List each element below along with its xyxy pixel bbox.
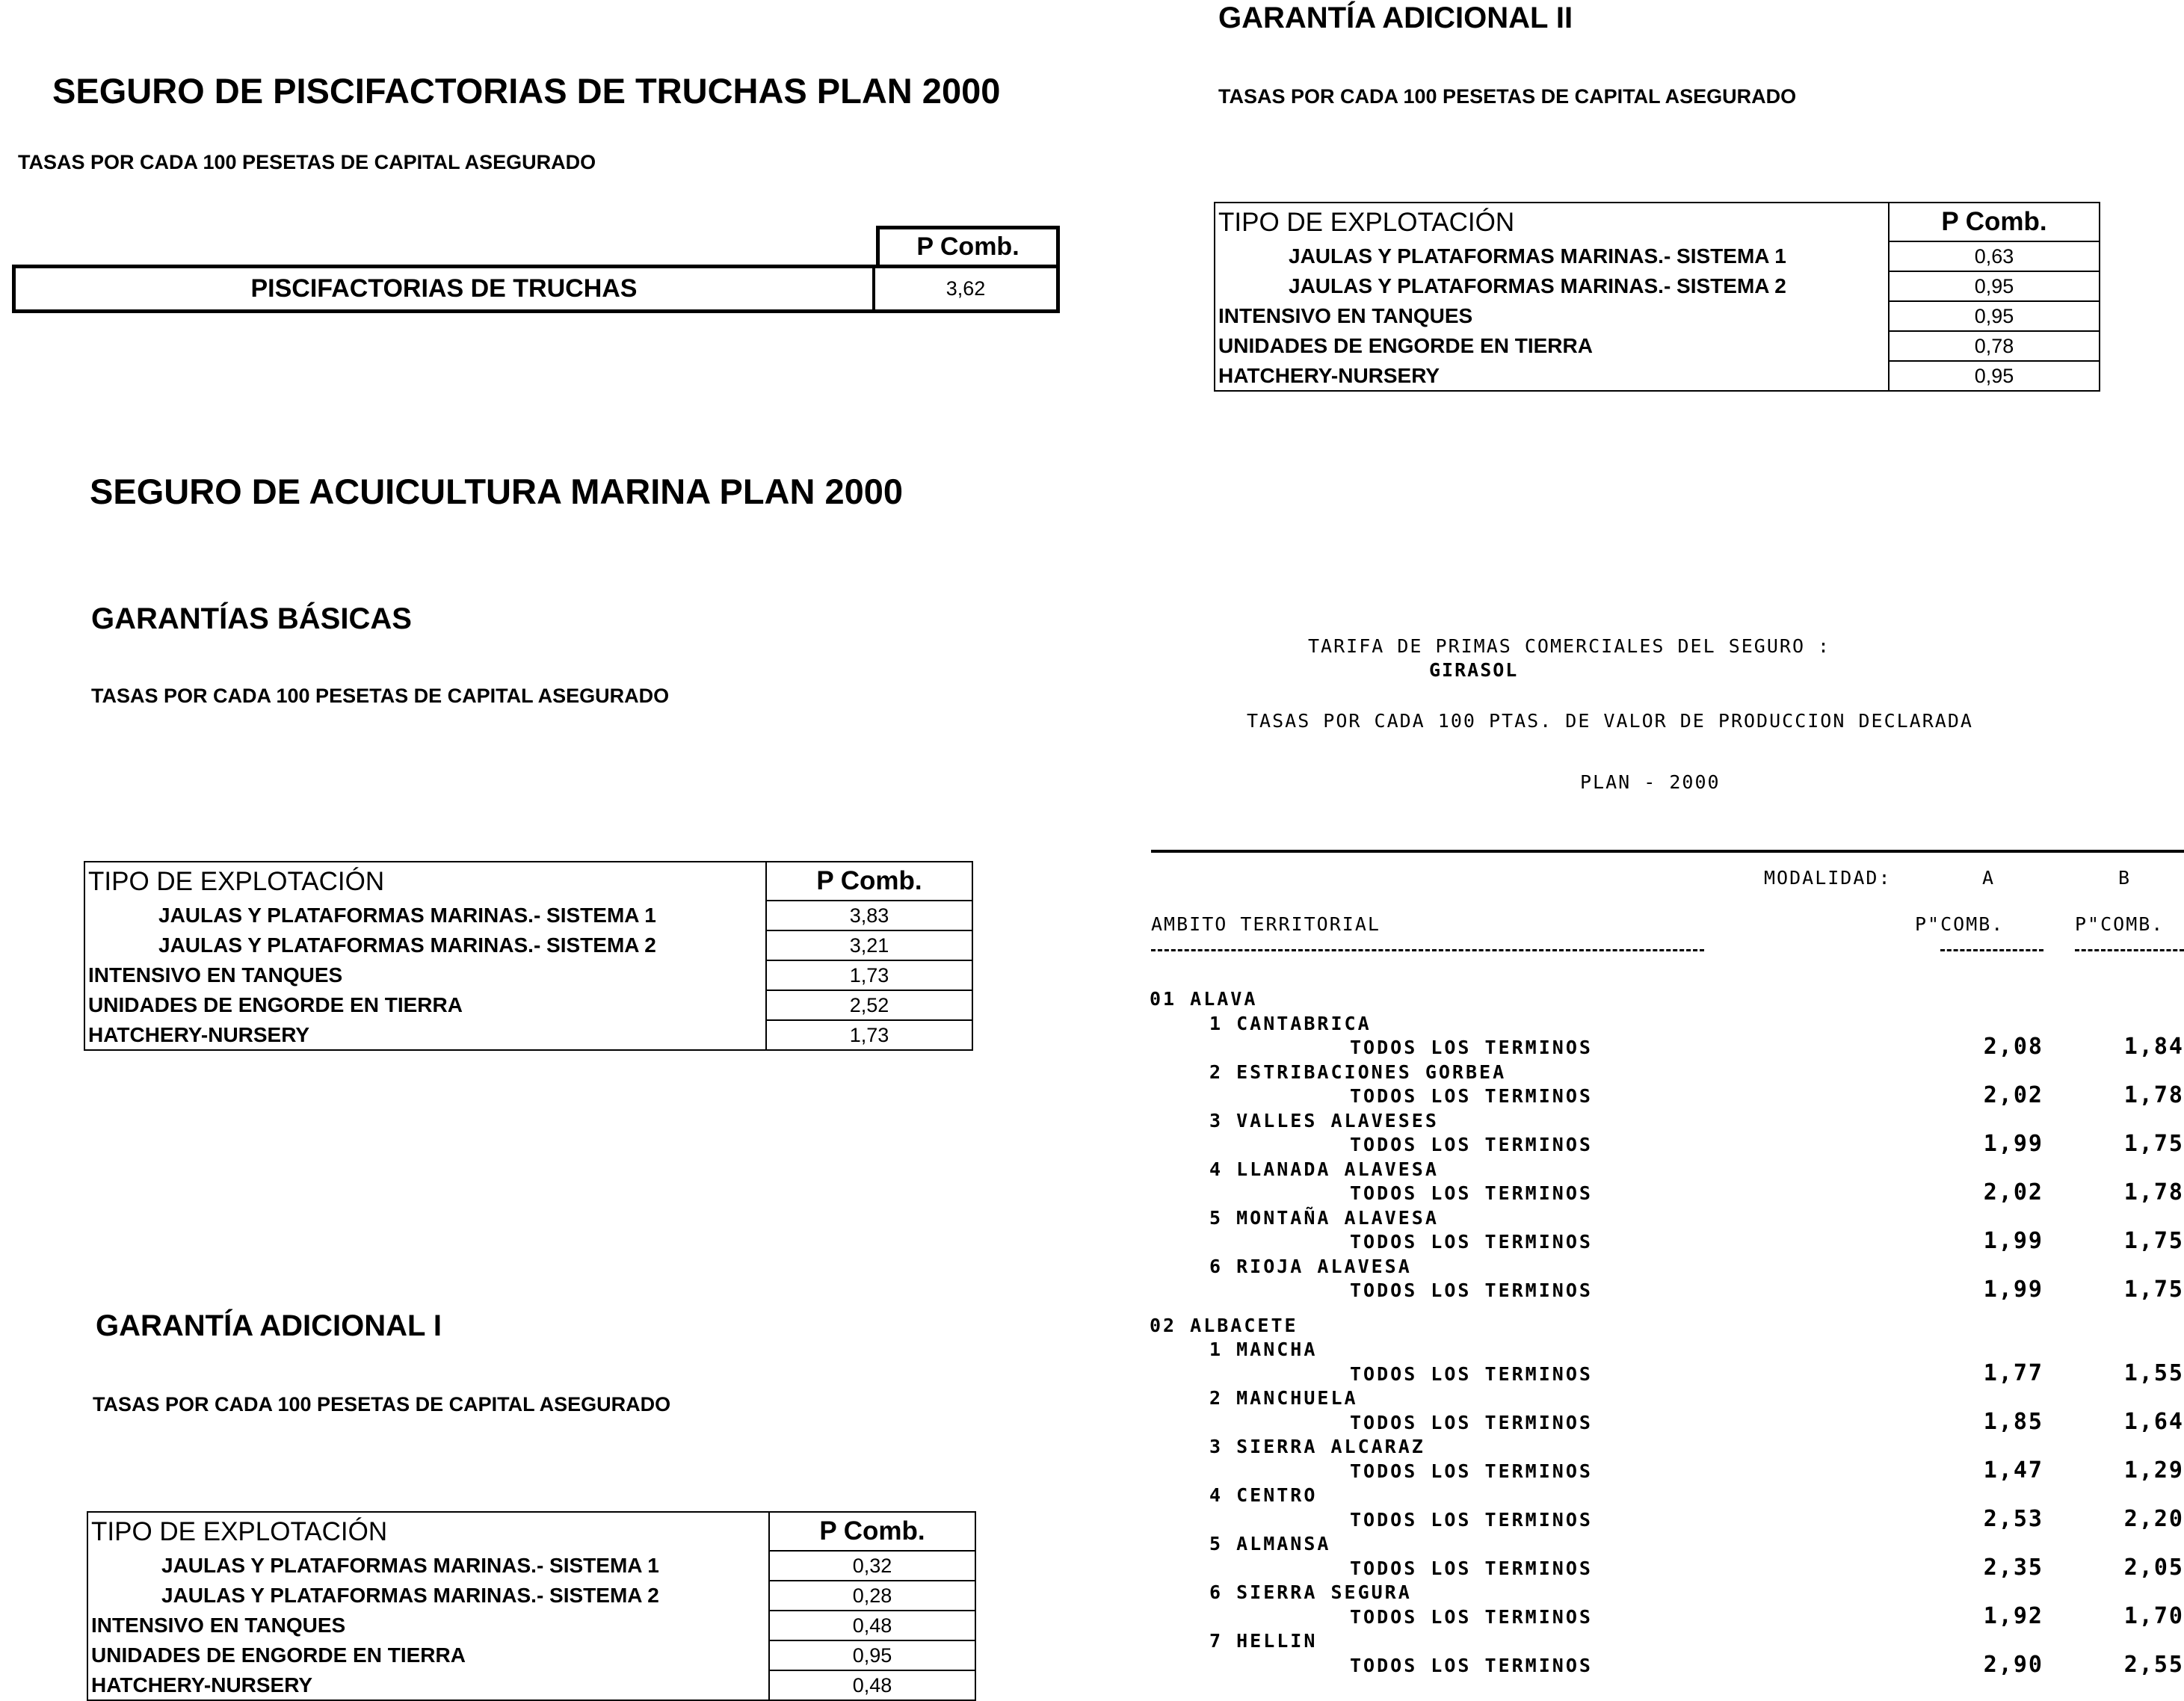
- col-tipo: TIPO DE EXPLOTACIÓN: [1215, 203, 1889, 241]
- adicional2-heading: GARANTÍA ADICIONAL II: [1218, 1, 1573, 34]
- adicional1-subtitle: TASAS POR CADA 100 PESETAS DE CAPITAL ASEGURADO: [93, 1393, 671, 1416]
- comarca-name: 1 MANCHA: [1209, 1339, 1318, 1360]
- trucha-row-value: 3,62: [872, 268, 1056, 309]
- comarca-name: 5 ALMANSA: [1209, 1533, 1331, 1555]
- value-a: 2,53: [1983, 1505, 2043, 1532]
- girasol-rule: [1151, 850, 2184, 853]
- row-name: UNIDADES DE ENGORDE EN TIERRA: [1215, 331, 1889, 361]
- table-row: [84, 930, 972, 960]
- term-label: TODOS LOS TERMINOS: [1350, 1654, 1593, 1676]
- value-a: 2,35: [1983, 1554, 2043, 1581]
- row-name: INTENSIVO EN TANQUES: [84, 960, 766, 990]
- term-label: TODOS LOS TERMINOS: [1350, 1279, 1593, 1301]
- col-pcomb: P Comb.: [1889, 203, 2100, 241]
- comarca-name: 4 CENTRO: [1209, 1484, 1318, 1506]
- col-pcomb: P Comb.: [766, 862, 972, 901]
- row-name: INTENSIVO EN TANQUES: [87, 1611, 769, 1640]
- term-label: TODOS LOS TERMINOS: [1350, 1605, 1593, 1628]
- term-label: TODOS LOS TERMINOS: [1350, 1508, 1593, 1531]
- value-a: 2,02: [1983, 1179, 2043, 1205]
- row-value: 0,95: [1889, 361, 2100, 391]
- row-name: UNIDADES DE ENGORDE EN TIERRA: [87, 1640, 769, 1670]
- table-row: [84, 1020, 972, 1050]
- row-name: JAULAS Y PLATAFORMAS MARINAS.- SISTEMA 2: [87, 1581, 769, 1611]
- adicional1-heading: GARANTÍA ADICIONAL I: [96, 1309, 442, 1342]
- value-b: 1,29: [2123, 1457, 2184, 1484]
- pcomb-b-underline: [2075, 949, 2184, 951]
- value-a: 2,02: [1983, 1082, 2043, 1108]
- table-row: [1215, 331, 2100, 361]
- value-b: 1,75: [2123, 1131, 2184, 1157]
- row-value: 0,28: [769, 1581, 975, 1611]
- value-b: 1,75: [2123, 1228, 2184, 1254]
- row-value: 3,21: [766, 930, 972, 960]
- value-a: 2,90: [1983, 1651, 2043, 1678]
- table-row: [1215, 271, 2100, 301]
- marina-title: SEGURO DE ACUICULTURA MARINA PLAN 2000: [90, 472, 904, 511]
- value-b: 1,78: [2123, 1179, 2184, 1205]
- basicas-heading: GARANTÍAS BÁSICAS: [91, 602, 412, 635]
- trucha-subtitle: TASAS POR CADA 100 PESETAS DE CAPITAL ASEGURADO: [18, 151, 596, 173]
- row-value: 1,73: [766, 1020, 972, 1050]
- modalidad-label: MODALIDAD:: [1764, 867, 1892, 889]
- row-name: JAULAS Y PLATAFORMAS MARINAS.- SISTEMA 1: [87, 1551, 769, 1581]
- value-b: 1,70: [2123, 1602, 2184, 1629]
- trucha-title: SEGURO DE PISCIFACTORIAS DE TRUCHAS PLAN 2000: [52, 71, 1001, 111]
- table-row: [1215, 241, 2100, 271]
- comarca-name: 3 VALLES ALAVESES: [1209, 1109, 1439, 1132]
- comarca-name: 3 SIERRA ALCARAZ: [1209, 1436, 1425, 1457]
- term-label: TODOS LOS TERMINOS: [1350, 1182, 1593, 1204]
- value-b: 2,05: [2123, 1554, 2184, 1581]
- row-value: 0,78: [1889, 331, 2100, 361]
- row-name: JAULAS Y PLATAFORMAS MARINAS.- SISTEMA 2: [1215, 271, 1889, 301]
- row-name: UNIDADES DE ENGORDE EN TIERRA: [84, 990, 766, 1020]
- row-value: 0,48: [769, 1611, 975, 1640]
- girasol-subtitle: TASAS POR CADA 100 PTAS. DE VALOR DE PRODUCCION DECLARADA: [1247, 710, 1973, 732]
- value-a: 1,77: [1983, 1359, 2043, 1386]
- table-row: [87, 1551, 975, 1581]
- row-name: HATCHERY-NURSERY: [87, 1670, 769, 1700]
- col-pcomb: P Comb.: [769, 1512, 975, 1551]
- comarca-name: 6 RIOJA ALAVESA: [1209, 1255, 1412, 1277]
- row-value: 0,95: [1889, 301, 2100, 331]
- row-name: HATCHERY-NURSERY: [1215, 361, 1889, 391]
- ambito-label: AMBITO TERRITORIAL: [1151, 913, 1381, 935]
- value-b: 1,64: [2123, 1408, 2184, 1435]
- pcomb-a-label: P"COMB.: [1915, 913, 2005, 935]
- trucha-row-name: PISCIFACTORIAS DE TRUCHAS: [250, 274, 638, 303]
- basicas-subtitle: TASAS POR CADA 100 PESETAS DE CAPITAL ASEGURADO: [91, 685, 670, 707]
- girasol-title: TARIFA DE PRIMAS COMERCIALES DEL SEGURO :: [1308, 635, 1831, 657]
- term-label: TODOS LOS TERMINOS: [1350, 1085, 1593, 1107]
- row-value: 0,95: [1889, 271, 2100, 301]
- value-b: 2,20: [2123, 1505, 2184, 1532]
- value-b: 1,78: [2123, 1082, 2184, 1108]
- row-value: 3,83: [766, 901, 972, 930]
- trucha-col-header: P Comb.: [876, 226, 1060, 265]
- term-label: TODOS LOS TERMINOS: [1350, 1037, 1593, 1058]
- ambito-underline: [1151, 949, 1704, 951]
- value-b: 1,75: [2123, 1276, 2184, 1303]
- row-name: HATCHERY-NURSERY: [84, 1020, 766, 1050]
- adicional2-table: [1214, 202, 2100, 392]
- row-value: 1,73: [766, 960, 972, 990]
- value-a: 1,99: [1983, 1131, 2043, 1157]
- comarca-name: 4 LLANADA ALAVESA: [1209, 1158, 1439, 1180]
- basicas-table: [84, 861, 973, 1051]
- comarca-name: 6 SIERRA SEGURA: [1209, 1581, 1412, 1603]
- row-value: 2,52: [766, 990, 972, 1020]
- comarca-name: 2 ESTRIBACIONES GORBEA: [1209, 1061, 1507, 1083]
- col-a-label: A: [1982, 867, 1996, 889]
- term-label: TODOS LOS TERMINOS: [1350, 1362, 1593, 1385]
- comarca-name: 5 MONTAÑA ALAVESA: [1209, 1206, 1439, 1229]
- term-label: TODOS LOS TERMINOS: [1350, 1460, 1593, 1482]
- col-b-label: B: [2118, 867, 2132, 889]
- row-value: 0,63: [1889, 241, 2100, 271]
- value-a: 1,47: [1983, 1457, 2043, 1484]
- comarca-name: 7 HELLIN: [1209, 1630, 1318, 1652]
- value-b: 1,55: [2123, 1359, 2184, 1386]
- table-row: [1215, 301, 2100, 331]
- girasol-plan: PLAN - 2000: [1580, 771, 1721, 793]
- adicional2-subtitle: TASAS POR CADA 100 PESETAS DE CAPITAL ASEGURADO: [1218, 85, 1797, 108]
- row-value: 0,32: [769, 1551, 975, 1581]
- table-row: [87, 1640, 975, 1670]
- province-name: 02 ALBACETE: [1150, 1314, 1298, 1336]
- row-value: 0,48: [769, 1670, 975, 1700]
- value-a: 1,99: [1983, 1276, 2043, 1303]
- value-a: 1,85: [1983, 1408, 2043, 1435]
- table-row: [87, 1611, 975, 1640]
- row-name: JAULAS Y PLATAFORMAS MARINAS.- SISTEMA 1: [84, 901, 766, 930]
- table-row: [87, 1670, 975, 1700]
- pcomb-b-label: P"COMB.: [2075, 913, 2165, 935]
- row-name: JAULAS Y PLATAFORMAS MARINAS.- SISTEMA 1: [1215, 241, 1889, 271]
- table-header: [87, 1512, 975, 1551]
- value-a: 2,08: [1983, 1034, 2043, 1060]
- pcomb-a-underline: [1940, 949, 2043, 951]
- value-b: 2,55: [2123, 1651, 2184, 1678]
- table-row: [87, 1581, 975, 1611]
- term-label: TODOS LOS TERMINOS: [1350, 1231, 1593, 1253]
- term-label: TODOS LOS TERMINOS: [1350, 1134, 1593, 1155]
- row-name: INTENSIVO EN TANQUES: [1215, 301, 1889, 331]
- table-row: [84, 990, 972, 1020]
- value-a: 1,92: [1983, 1602, 2043, 1629]
- table-row: [84, 901, 972, 930]
- table-header: [1215, 203, 2100, 241]
- col-tipo: TIPO DE EXPLOTACIÓN: [84, 862, 766, 901]
- table-row: [84, 960, 972, 990]
- province-name: 01 ALAVA: [1150, 988, 1258, 1010]
- value-b: 1,84: [2123, 1034, 2184, 1060]
- adicional1-table: [87, 1511, 976, 1701]
- value-a: 1,99: [1983, 1228, 2043, 1254]
- comarca-name: 1 CANTABRICA: [1209, 1012, 1372, 1034]
- table-row: [1215, 361, 2100, 391]
- trucha-row: [12, 265, 1060, 313]
- term-label: TODOS LOS TERMINOS: [1350, 1557, 1593, 1579]
- comarca-name: 2 MANCHUELA: [1209, 1387, 1358, 1409]
- girasol-crop: GIRASOL: [1429, 659, 1519, 681]
- row-value: 0,95: [769, 1640, 975, 1670]
- term-label: TODOS LOS TERMINOS: [1350, 1411, 1593, 1433]
- table-header: [84, 862, 972, 901]
- row-name: JAULAS Y PLATAFORMAS MARINAS.- SISTEMA 2: [84, 930, 766, 960]
- col-tipo: TIPO DE EXPLOTACIÓN: [87, 1512, 769, 1551]
